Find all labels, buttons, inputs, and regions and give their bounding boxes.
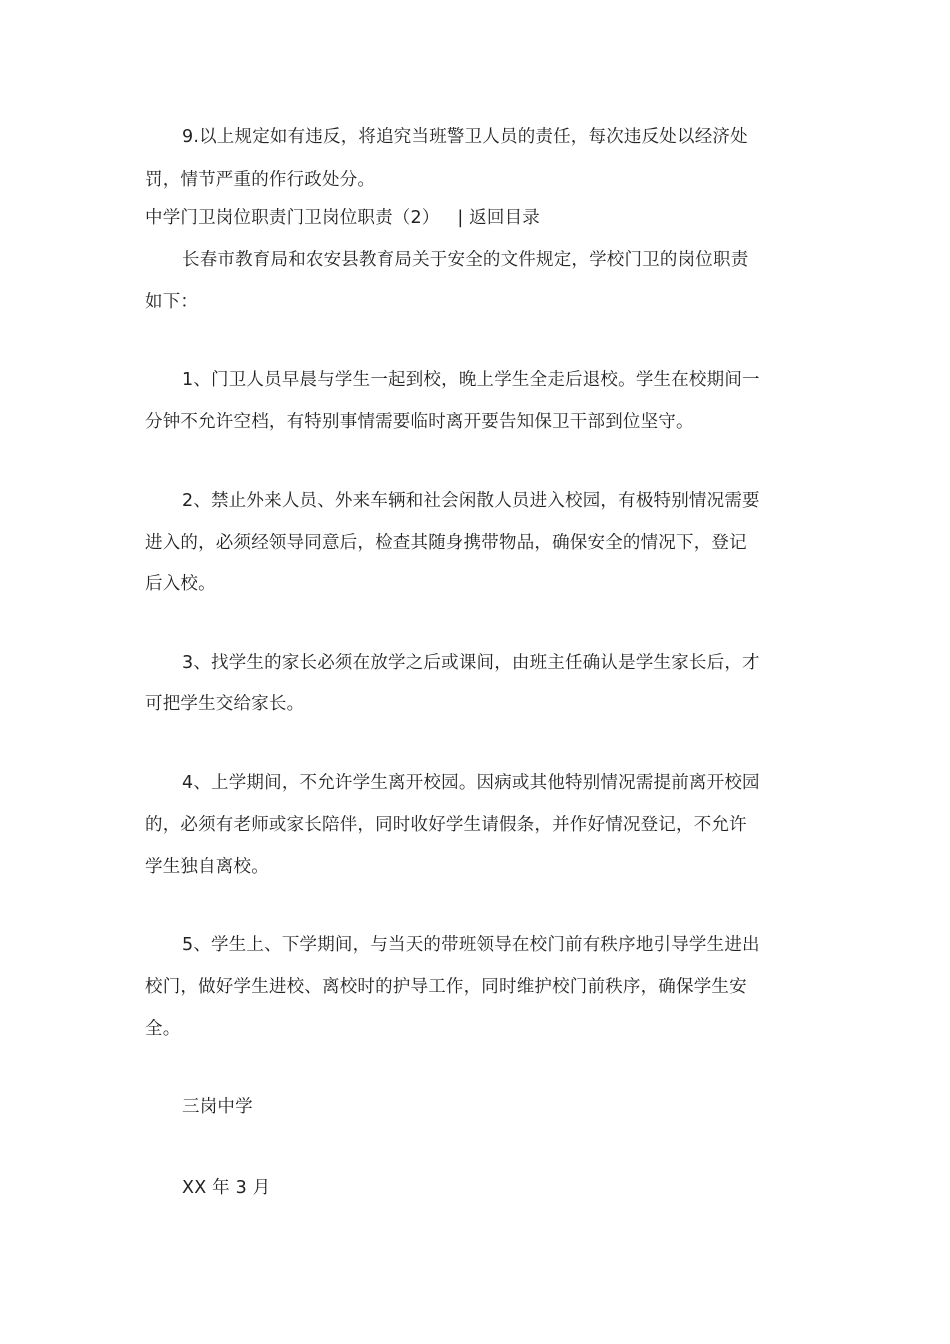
item-1-line-2: 分钟不允许空档，有特别事情需要临时离开要告知保卫干部到位坚守。 <box>145 412 694 432</box>
item-5-line-3: 全。 <box>145 1019 181 1039</box>
item-2-line-2: 进入的，必须经领导同意后，检查其随身携带物品，确保安全的情况下，登记 <box>145 533 747 553</box>
signature-school: 三岗中学 <box>182 1097 253 1117</box>
item-2-line-3: 后入校。 <box>145 574 216 594</box>
item-4-line-1: 4、上学期间，不允许学生离开校园。因病或其他特别情况需提前离开校园 <box>182 773 760 793</box>
intro-line-1: 长春市教育局和农安县教育局关于安全的文件规定，学校门卫的岗位职责 <box>182 250 749 270</box>
item-3-line-1: 3、找学生的家长必须在放学之后或课间，由班主任确认是学生家长后，才 <box>182 653 760 673</box>
back-to-contents-link[interactable]: | 返回目录 <box>457 208 540 228</box>
paragraph-9-line-2: 罚，情节严重的作行政处分。 <box>145 170 376 190</box>
item-2-line-1: 2、禁止外来人员、外来车辆和社会闲散人员进入校园，有极特别情况需要 <box>182 491 760 511</box>
item-5-line-1: 5、学生上、下学期间，与当天的带班领导在校门前有秩序地引导学生进出 <box>182 935 760 955</box>
item-5-line-2: 校门，做好学生进校、离校时的护导工作，同时维护校门前秩序，确保学生安 <box>145 977 747 997</box>
item-1-line-1: 1、门卫人员早晨与学生一起到校，晚上学生全走后退校。学生在校期间一 <box>182 370 760 390</box>
section-heading-row <box>145 206 540 230</box>
signature-date: XX 年 3 月 <box>182 1178 271 1198</box>
item-4-line-2: 的，必须有老师或家长陪伴，同时收好学生请假条，并作好情况登记，不允许 <box>145 815 747 835</box>
item-4-line-3: 学生独自离校。 <box>145 857 269 877</box>
item-3-line-2: 可把学生交给家长。 <box>145 694 305 714</box>
paragraph-9-line-1: 9.以上规定如有违反，将追究当班警卫人员的责任，每次违反处以经济处 <box>182 127 748 147</box>
section-heading: 中学门卫岗位职责门卫岗位职责（2） <box>145 208 440 228</box>
intro-line-2: 如下： <box>145 292 199 312</box>
